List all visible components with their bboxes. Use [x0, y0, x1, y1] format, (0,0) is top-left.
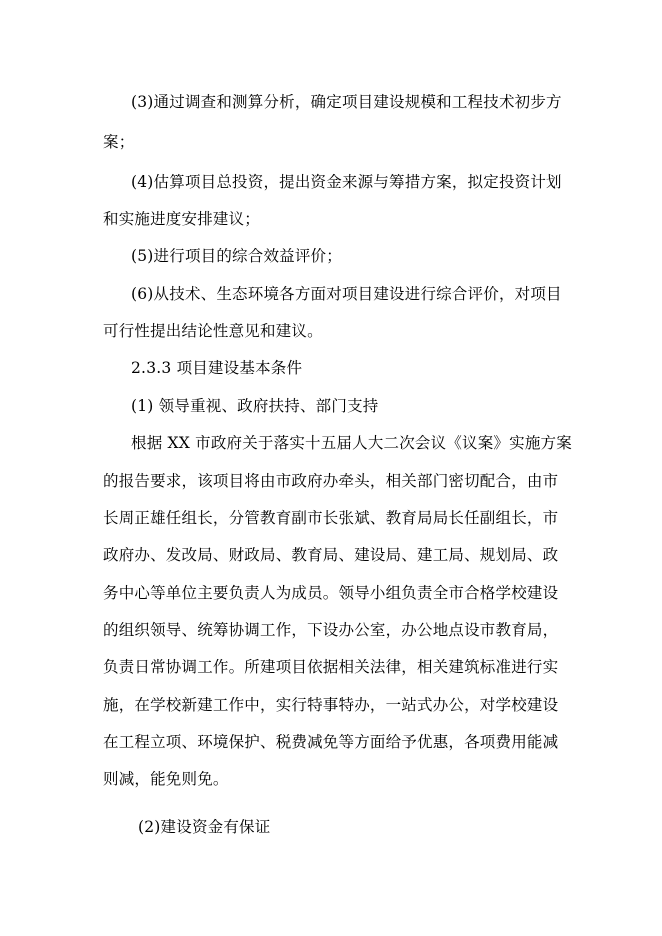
paragraph-line: (3)通过调查和测算分析，确定项目建设规模和工程技术初步方: [131, 93, 562, 111]
section-heading: 2.3.3 项目建设基本条件: [131, 359, 303, 377]
paragraph-line: 长周正雄任组长，分管教育副市长张斌、教育局局长任副组长，市: [103, 509, 559, 527]
paragraph-line: 可行性提出结论性意见和建议。: [103, 322, 323, 340]
subsection-heading: (2)建设资金有保证: [138, 818, 271, 836]
paragraph-line: 务中心等单位主要负责人为成员。领导小组负责全市合格学校建设: [103, 584, 559, 602]
paragraph-line: 根据 XX 市政府关于落实十五届人大二次会议《议案》实施方案: [131, 434, 572, 452]
paragraph-line: 则减，能免则免。: [103, 770, 229, 788]
paragraph-line: 案；: [103, 133, 135, 151]
subsection-heading: (1) 领导重视、政府扶持、部门支持: [131, 397, 379, 415]
paragraph-line: (5)进行项目的综合效益评价；: [131, 247, 342, 265]
paragraph-line: 负责日常协调工作。所建项目依据相关法律，相关建筑标准进行实: [103, 658, 559, 676]
paragraph-line: (6)从技术、生态环境各方面对项目建设进行综合评价，对项目: [131, 285, 562, 303]
paragraph-line: 政府办、发改局、财政局、教育局、建设局、建工局、规划局、政: [103, 546, 559, 564]
paragraph-line: 施，在学校新建工作中，实行特事特办，一站式办公，对学校建设: [103, 696, 559, 714]
paragraph-line: 和实施进度安排建议；: [103, 210, 261, 228]
paragraph-line: 在工程立项、环境保护、税费减免等方面给予优惠，各项费用能减: [103, 733, 559, 751]
paragraph-line: (4)估算项目总投资，提出资金来源与筹措方案，拟定投资计划: [131, 173, 562, 191]
paragraph-line: 的报告要求，该项目将由市政府办牵头，相关部门密切配合，由市: [103, 472, 559, 490]
paragraph-line: 的组织领导、统筹协调工作，下设办公室，办公地点设市教育局，: [103, 621, 559, 639]
